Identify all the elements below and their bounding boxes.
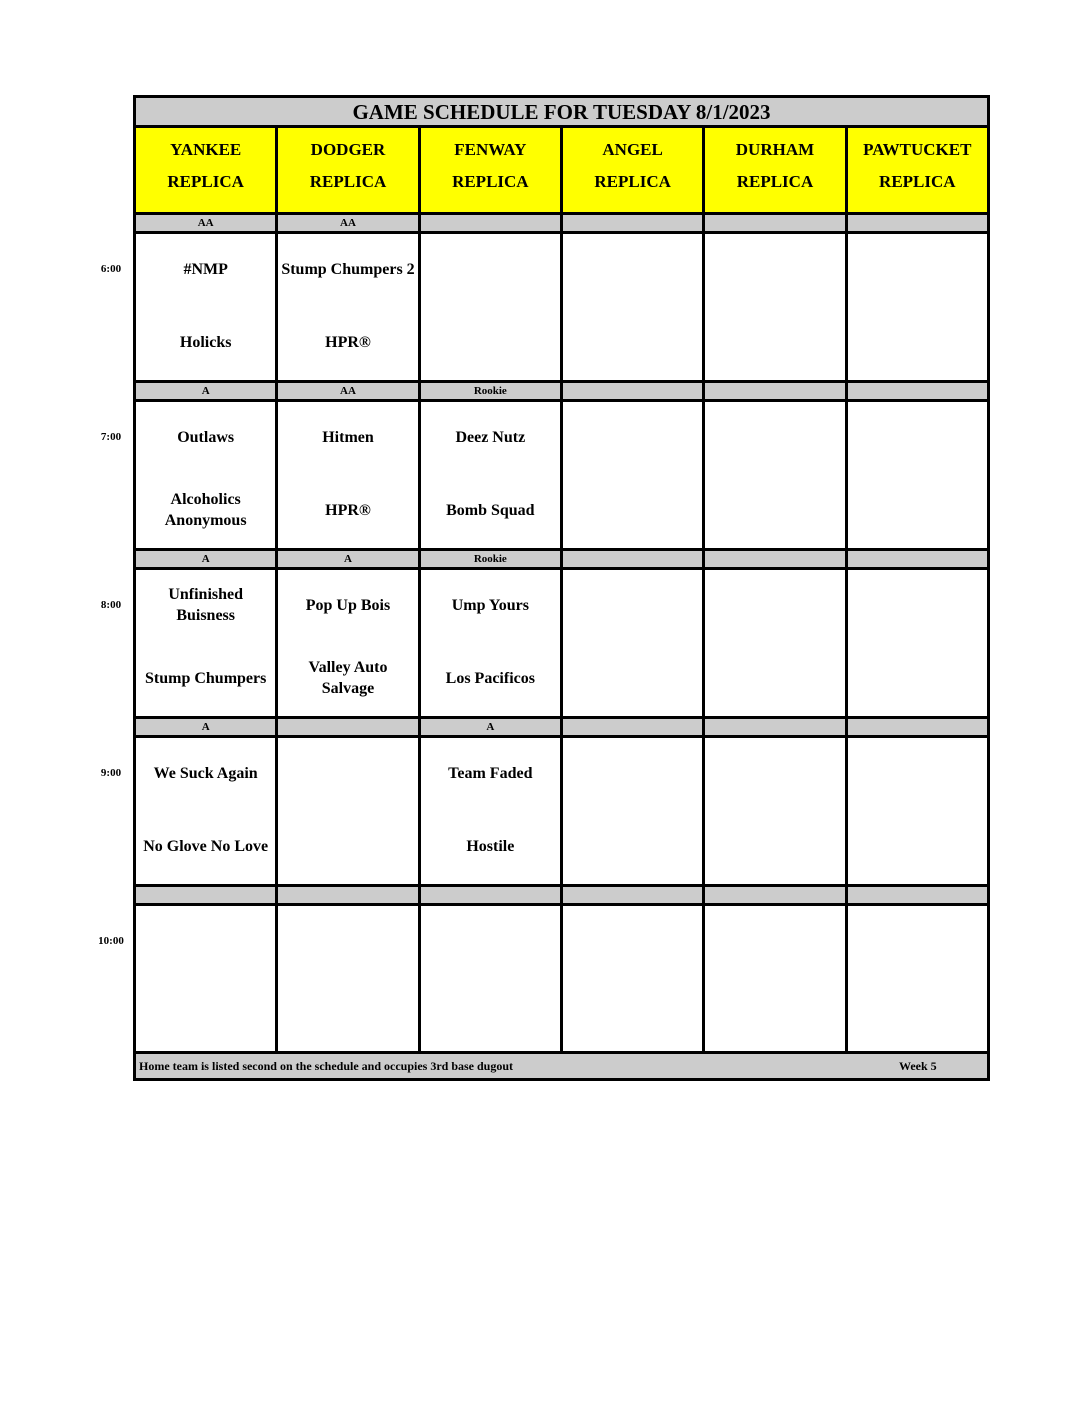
home-team: [563, 823, 702, 869]
field-subtitle: REPLICA: [452, 172, 529, 191]
home-team: Stump Chumpers: [144, 669, 267, 687]
away-team: [848, 918, 987, 964]
division-label: [563, 887, 705, 903]
home-team: Bomb Squad: [446, 501, 535, 519]
division-label: [705, 719, 847, 735]
division-label: [705, 887, 847, 903]
game-cell: [278, 570, 420, 716]
division-label: [278, 719, 420, 735]
game-cell: [136, 570, 278, 716]
away-team: [848, 246, 987, 292]
away-team: [563, 582, 702, 628]
game-cell: [563, 906, 705, 1052]
field-header-yankee: [136, 128, 278, 212]
footer-bar: [136, 1051, 987, 1078]
home-team: [278, 823, 417, 869]
home-team: [848, 991, 987, 1037]
away-team: #NMP: [183, 260, 228, 278]
away-team: [705, 414, 844, 460]
away-team: Outlaws: [177, 428, 235, 446]
division-label: A: [421, 719, 563, 735]
game-cell: [421, 234, 563, 380]
division-label: [848, 215, 987, 231]
away-team: [278, 750, 417, 796]
away-team: [705, 750, 844, 796]
game-cell: [136, 906, 278, 1052]
division-label: [848, 383, 987, 399]
game-row: [136, 402, 987, 548]
division-label: AA: [278, 215, 420, 231]
away-team: Ump Yours: [451, 596, 529, 614]
home-team: Holicks: [179, 333, 232, 351]
division-label: [421, 215, 563, 231]
field-header-dodger: [278, 128, 420, 212]
game-cell: [705, 906, 847, 1052]
home-team: [563, 319, 702, 365]
away-team: We Suck Again: [153, 764, 258, 782]
division-label: [421, 887, 563, 903]
game-cell: [848, 738, 987, 884]
field-name: ANGEL: [602, 140, 663, 159]
game-cell: [563, 738, 705, 884]
away-team: [848, 582, 987, 628]
away-team: [705, 918, 844, 964]
time-label: 10:00: [98, 935, 124, 947]
division-label: A: [278, 551, 420, 567]
field-subtitle: REPLICA: [309, 172, 387, 191]
away-team: Stump Chumpers 2: [281, 260, 415, 278]
game-cell: [848, 234, 987, 380]
game-cell: [705, 402, 847, 548]
game-row: [136, 906, 987, 1052]
time-label: 7:00: [100, 431, 122, 443]
division-label: A: [136, 383, 278, 399]
away-team: Team Faded: [448, 764, 533, 782]
game-cell: [421, 570, 563, 716]
away-team: Unfinished Buisness: [168, 586, 244, 624]
game-cell: [705, 570, 847, 716]
home-team: [563, 655, 702, 701]
away-team: [421, 246, 560, 292]
field-name: DODGER: [310, 140, 386, 159]
field-subtitle: REPLICA: [879, 172, 956, 191]
division-label: [563, 215, 705, 231]
field-header-pawtucket: [848, 128, 987, 212]
home-team: [848, 319, 987, 365]
home-team: [278, 991, 417, 1037]
game-cell: [278, 234, 420, 380]
away-team: [563, 246, 702, 292]
home-team: [705, 823, 844, 869]
game-cell: [421, 906, 563, 1052]
away-team: [136, 918, 275, 964]
home-team: [563, 487, 702, 533]
home-team: HPR®: [325, 501, 371, 519]
game-cell: [848, 570, 987, 716]
division-label: [136, 887, 278, 903]
division-row: [136, 884, 987, 906]
game-cell: [136, 402, 278, 548]
home-team: [705, 487, 844, 533]
game-cell: [136, 234, 278, 380]
field-header-durham: [705, 128, 847, 212]
home-team: HPR®: [325, 333, 371, 351]
field-header-row: [136, 128, 987, 212]
footer-note: Home team is listed second on the schedule and occupies 3rd base dugout: [139, 1059, 514, 1073]
home-team: Hostile: [466, 837, 515, 855]
field-subtitle: REPLICA: [167, 172, 244, 191]
game-cell: [278, 906, 420, 1052]
division-label: [563, 719, 705, 735]
division-label: [848, 719, 987, 735]
week-label: Week 5: [899, 1059, 937, 1073]
home-team: Valley Auto Salvage: [308, 659, 388, 697]
away-team: Pop Up Bois: [305, 596, 391, 614]
game-cell: [563, 570, 705, 716]
away-team: [563, 414, 702, 460]
away-team: [848, 750, 987, 796]
field-name: YANKEE: [170, 140, 242, 159]
game-cell: [705, 234, 847, 380]
home-team: [848, 487, 987, 533]
division-label: A: [136, 551, 278, 567]
time-label: 6:00: [100, 263, 122, 275]
division-label: Rookie: [421, 383, 563, 399]
game-cell: [421, 402, 563, 548]
division-label: [705, 215, 847, 231]
away-team: [421, 918, 560, 964]
division-label: A: [136, 719, 278, 735]
schedule-table: [133, 95, 990, 1081]
game-cell: [848, 906, 987, 1052]
home-team: [705, 991, 844, 1037]
game-cell: [563, 234, 705, 380]
home-team: [705, 655, 844, 701]
home-team: No Glove No Love: [143, 837, 269, 855]
game-cell: [278, 402, 420, 548]
game-row: [136, 234, 987, 380]
home-team: [136, 991, 275, 1037]
field-name: DURHAM: [735, 140, 815, 159]
game-cell: [421, 738, 563, 884]
division-row: [136, 380, 987, 402]
home-team: [421, 319, 560, 365]
time-label: 9:00: [100, 767, 122, 779]
away-team: [848, 414, 987, 460]
game-row: [136, 570, 987, 716]
field-name: PAWTUCKET: [863, 140, 972, 159]
division-label: [278, 887, 420, 903]
away-team: [278, 918, 417, 964]
away-team: [705, 582, 844, 628]
home-team: Los Pacificos: [445, 669, 535, 687]
division-label: [705, 551, 847, 567]
field-subtitle: REPLICA: [736, 172, 814, 191]
division-label: [848, 887, 987, 903]
division-label: AA: [136, 215, 278, 231]
division-row: [136, 212, 987, 234]
home-team: [705, 319, 844, 365]
division-label: [563, 551, 705, 567]
field-name: FENWAY: [454, 140, 527, 159]
away-team: [705, 246, 844, 292]
home-team: [848, 823, 987, 869]
division-label: [848, 551, 987, 567]
away-team: [563, 750, 702, 796]
division-row: [136, 548, 987, 570]
home-team: Alcoholics Anonymous: [164, 491, 247, 529]
page-title: GAME SCHEDULE FOR TUESDAY 8/1/2023: [136, 98, 987, 128]
game-cell: [705, 738, 847, 884]
division-row: [136, 716, 987, 738]
division-label: [705, 383, 847, 399]
home-team: [563, 991, 702, 1037]
home-team: [848, 655, 987, 701]
away-team: [563, 918, 702, 964]
field-header-angel: [563, 128, 705, 212]
division-label: [563, 383, 705, 399]
division-label: Rookie: [421, 551, 563, 567]
division-label: AA: [278, 383, 420, 399]
time-label: 8:00: [100, 599, 122, 611]
field-subtitle: REPLICA: [594, 172, 671, 191]
game-cell: [136, 738, 278, 884]
game-row: [136, 738, 987, 884]
game-cell: [848, 402, 987, 548]
away-team: Hitmen: [322, 428, 374, 446]
game-cell: [278, 738, 420, 884]
field-header-fenway: [421, 128, 563, 212]
game-cell: [563, 402, 705, 548]
away-team: Deez Nutz: [455, 428, 526, 446]
home-team: [421, 991, 560, 1037]
